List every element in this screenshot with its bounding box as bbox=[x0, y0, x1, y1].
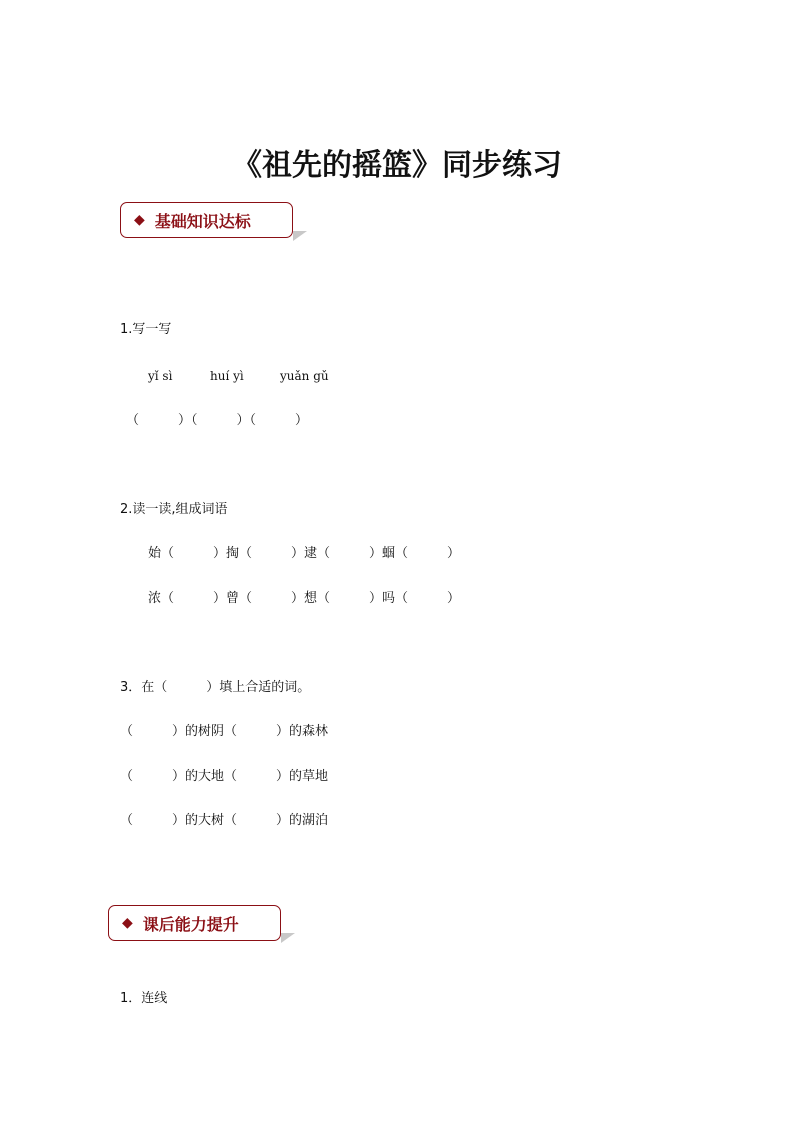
section-label: 基础知识达标 bbox=[154, 211, 251, 231]
section-label: 课后能力提升 bbox=[142, 914, 239, 934]
fill-row-3: （ ）的大树（ ）的湖泊 bbox=[120, 813, 329, 828]
diamond-icon: ◆ bbox=[122, 915, 133, 931]
pinyin-2: huí yì bbox=[210, 369, 244, 383]
question-3-heading: 3．在（ ）填上合适的词。 bbox=[120, 680, 311, 695]
section-header-basic bbox=[120, 202, 293, 238]
word-row-1: 始（ ）掏（ ）逮（ ）蝈（ ） bbox=[148, 546, 461, 561]
section-tail-decoration bbox=[293, 231, 307, 241]
question-2-heading: 2.读一读,组成词语 bbox=[120, 502, 228, 517]
diamond-icon: ◆ bbox=[134, 212, 145, 228]
fill-row-1: （ ）的树阴（ ）的森林 bbox=[120, 724, 329, 739]
pinyin-3: yuǎn gǔ bbox=[280, 369, 329, 383]
question-1-heading: 1.写一写 bbox=[120, 322, 172, 337]
section-header-advanced bbox=[108, 905, 281, 941]
word-row-2: 浓（ ）曾（ ）想（ ）吗（ ） bbox=[148, 591, 461, 606]
answer-blanks: （ ）（ ）（ ） bbox=[126, 413, 309, 428]
fill-row-2: （ ）的大地（ ）的草地 bbox=[120, 769, 329, 784]
pinyin-1: yǐ sì bbox=[148, 369, 173, 383]
section-tail-decoration bbox=[281, 933, 295, 943]
question-4-heading: 1．连线 bbox=[120, 991, 168, 1006]
page-title: 《祖先的摇篮》同步练习 bbox=[232, 148, 562, 183]
